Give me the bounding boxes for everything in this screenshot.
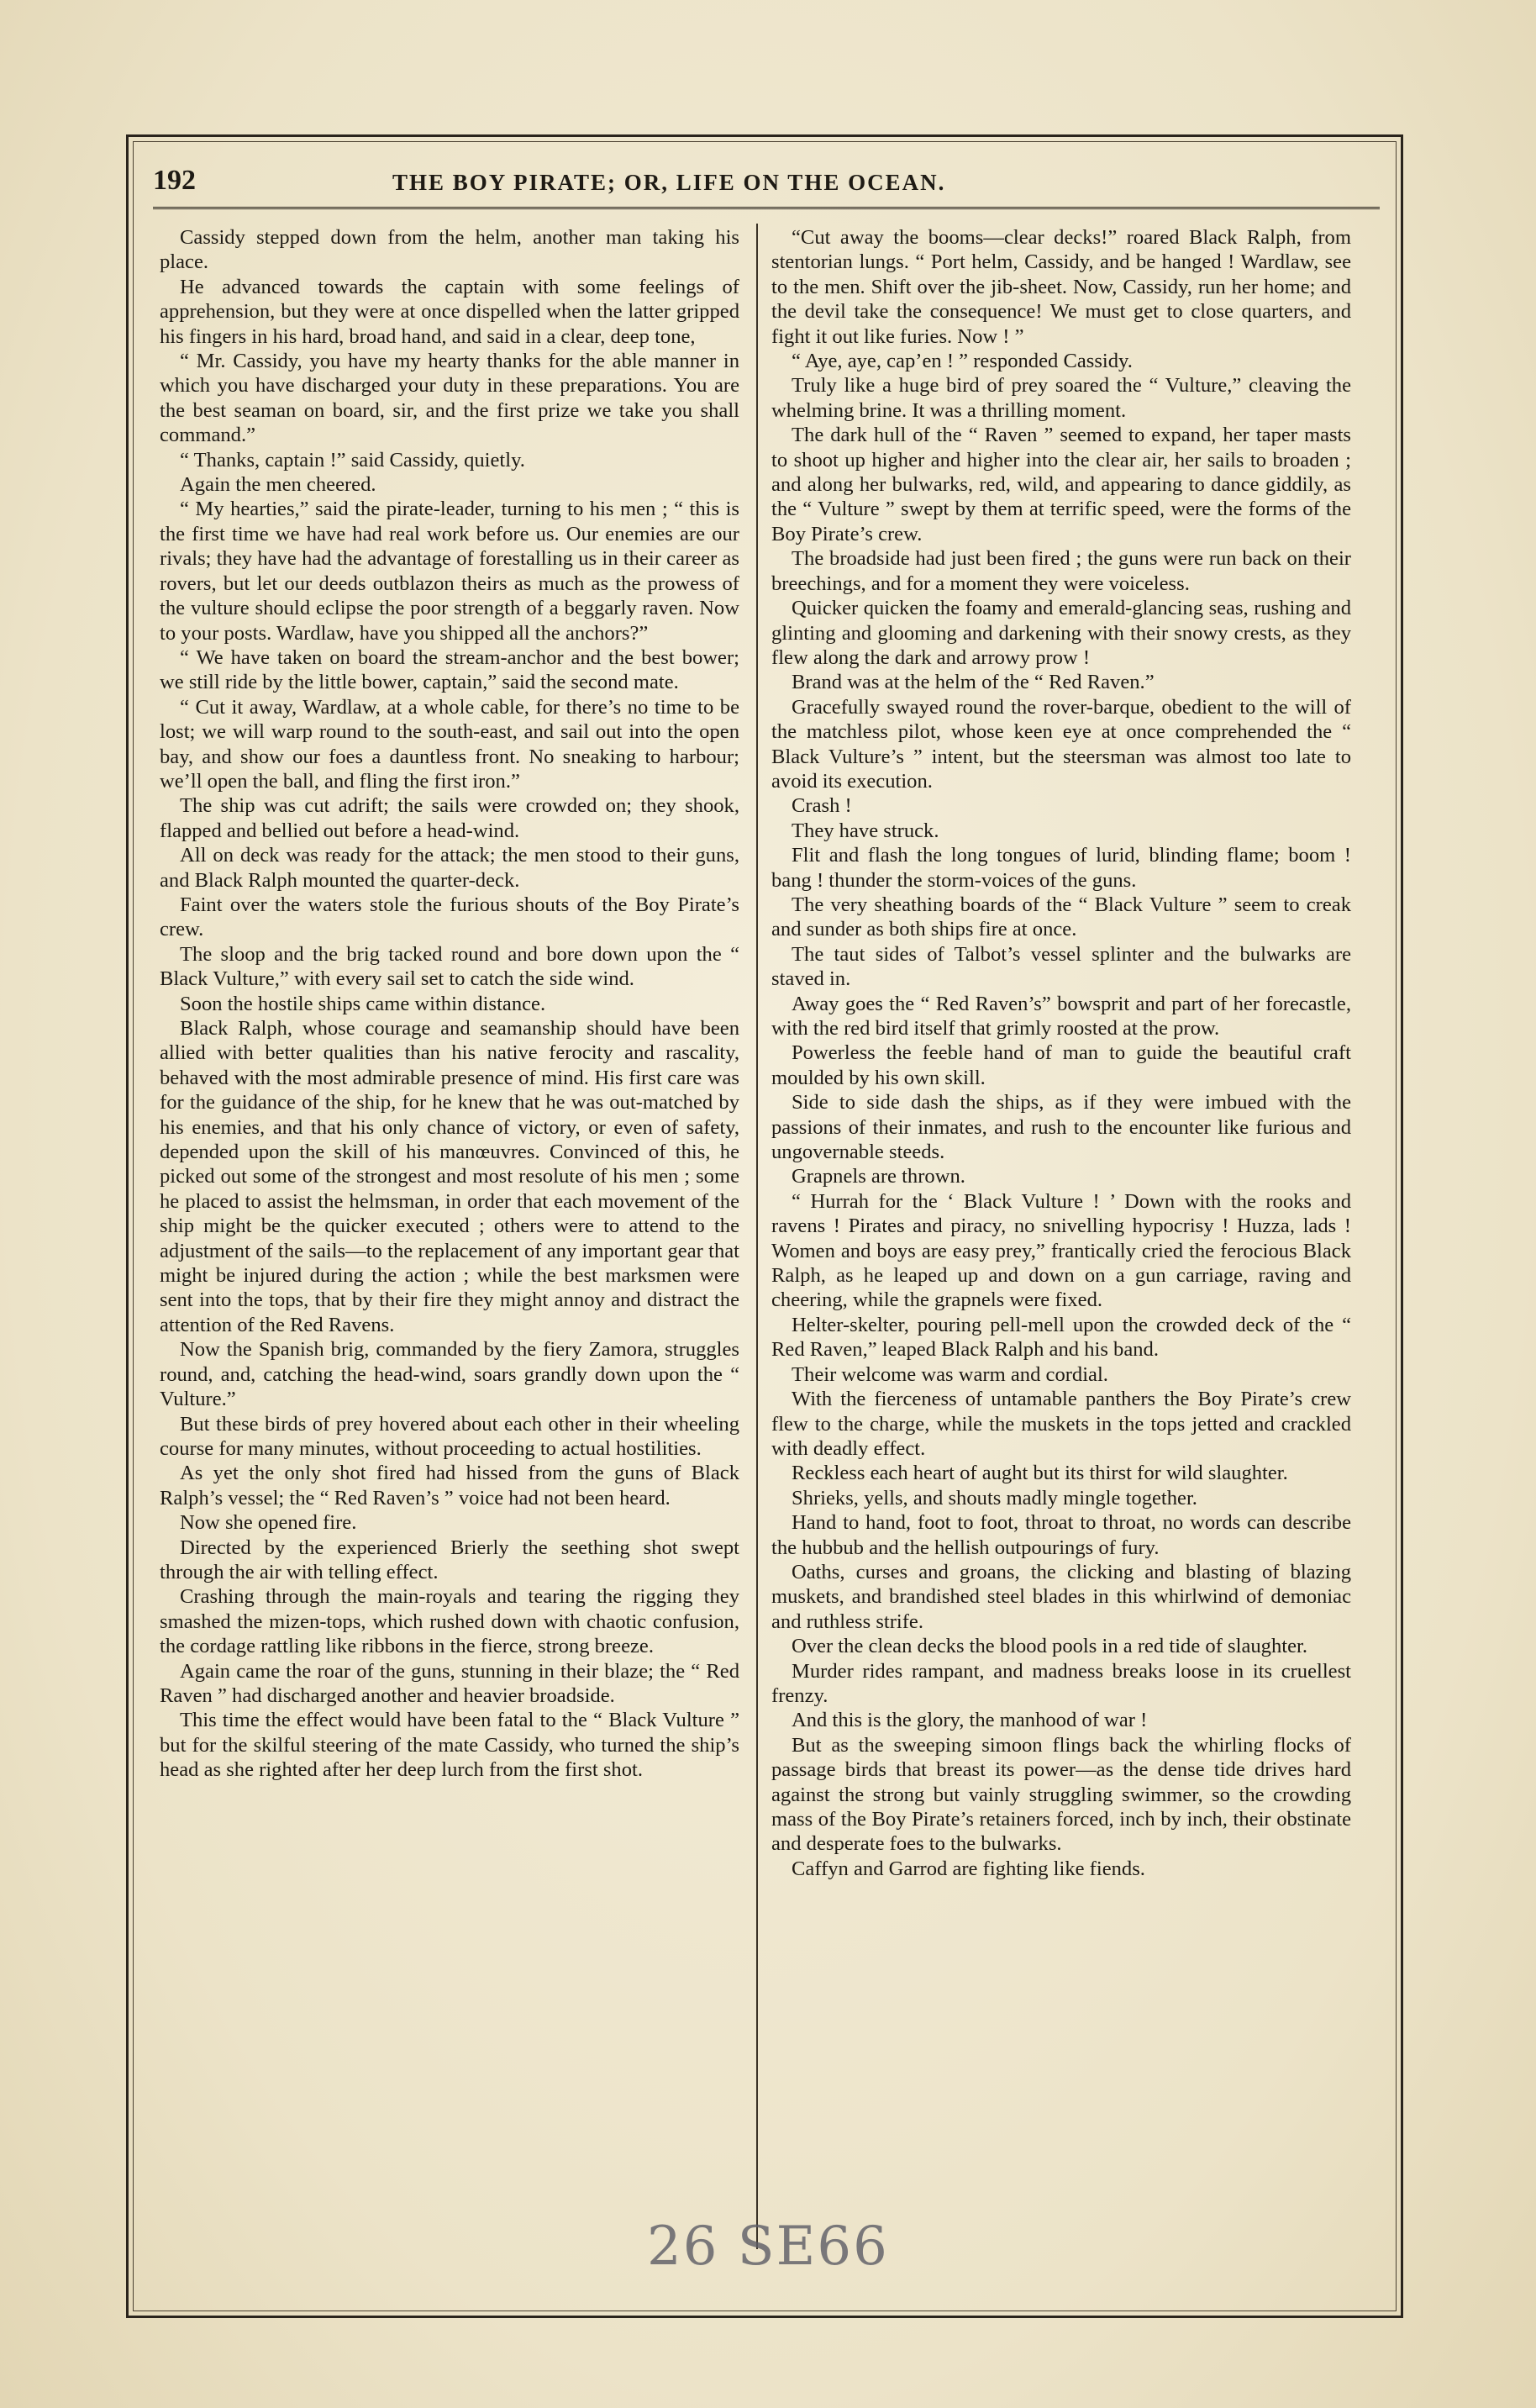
paragraph: Faint over the waters stole the furious shouts of the Boy Pirate’s crew. [160,893,739,941]
paragraph: Soon the hostile ships came within distance. [180,992,546,1015]
paragraph: “Cut away the booms—clear decks!” roared Black Ralph, from stentorian lungs. “ Port helm, Cassidy, and be hanged ! Wardlaw, see to the men. Shift over the jib-sheet. Now, Cassidy, run her home; and the devil take the consequence! We must get to close quarters, and fight it out like furies. Now ! ” [771,226,1351,348]
paragraph: Crash ! [792,794,852,818]
paragraph: Oaths, curses and groans, the clicking and blasting of blazing muskets, and brandished steel blades in this whirlwind of demoniac and ruthless strife. [771,1560,1351,1633]
paragraph: “ We have taken on board the stream-anchor and the best bower; we still ride by the little bower, captain,” said the second mate. [160,645,739,694]
paragraph: They have struck. [792,819,939,842]
paragraph: “ Thanks, captain !” said Cassidy, quietly. [180,448,525,472]
paragraph: But as the sweeping simoon flings back the whirling flocks of passage birds that breast its power—as the dense tide drives hard against the strong but vainly struggling swimmer, so the crowding mass of the Boy Pirate’s retainers forced, inch by inch, their obstinate and desperate foes to the bulwarks. [771,1733,1351,1856]
paragraph: Flit and flash the long tongues of lurid, blinding flame; boom ! bang ! thunder the storm-voices of the guns. [771,844,1351,892]
paragraph: Shrieks, yells, and shouts madly mingle together. [792,1486,1197,1510]
paragraph: The dark hull of the “ Raven ” seemed to expand, her taper masts to shoot up higher and higher into the clear air, her sails to broaden ; and along her bulwarks, red, wild, and appearing to dance giddily, as the “ Vulture ” swept by them at terrific speed, were the forms of the Boy Pirate’s crew. [771,424,1351,545]
page-header [153,165,1380,207]
paragraph: The ship was cut adrift; the sails were crowded on; they shook, flapped and bellied out before a head-wind. [160,794,739,842]
paragraph: Black Ralph, whose courage and seamanship should have been allied with better qualities than his native ferocity and rascality, behaved with the most admirable presence of mind. His first care was for the guidance of the ship, for he knew that he was out-matched by his enemies, and that his only chance of victory, or even of safety, depended upon the skill of his manœuvres. Convinced of this, he picked out some of the strongest and most resolute of his men ; some he placed to assist the helmsman, in order that each movement of the ship might be the quicker executed ; others were to attend to the adjustment of the sails—to the replacement of any important gear that might be injured during the action ; while the best marksmen were sent into the tops, that by their fire they might annoy and distract the attention of the Red Ravens. [160,1017,739,1336]
page-number: 192 [153,165,196,196]
paragraph: Cassidy stepped down from the helm, another man taking his place. [160,226,739,274]
paragraph: This time the effect would have been fatal to the “ Black Vulture ” but for the skilful steering of the mate Cassidy, who turned the ship’s head as she righted after her deep lurch from the first shot. [160,1709,739,1782]
column-divider [756,224,758,2249]
paragraph: Reckless each heart of aught but its thirst for wild slaughter. [792,1462,1288,1485]
paragraph: “ Mr. Cassidy, you have my hearty thanks for the able manner in which you have discharged your duty in these preparations. You are the best seaman on board, sir, and the first prize we take you shall command.” [160,350,739,447]
paragraph: Again the men cheered. [180,473,376,497]
paragraph: Directed by the experienced Brierly the seething shot swept through the air with telling effect. [160,1536,739,1583]
paragraph: Powerless the feeble hand of man to guide the beautiful craft moulded by his own skill. [771,1041,1351,1089]
paragraph: And this is the glory, the manhood of war ! [792,1709,1148,1732]
paragraph: Helter-skelter, pouring pell-mell upon the crowded deck of the “ Red Raven,” leaped Black Ralph and his band. [771,1313,1351,1362]
paragraph: Grapnels are thrown. [792,1165,965,1188]
right-column [771,225,1351,1881]
paragraph: Crashing through the main-royals and tearing the rigging they smashed the mizen-tops, which rushed down with chaotic confusion, the cordage rattling like ribbons in the fierce, strong breeze. [160,1585,739,1658]
paragraph: Away goes the “ Red Raven’s” bowsprit and part of her forecastle, with the red bird itself that grimly roosted at the prow. [771,992,1351,1040]
paragraph: As yet the only shot fired had hissed from the guns of Black Ralph’s vessel; the “ Red Raven’s ” voice had not been heard. [160,1462,739,1510]
paragraph: The broadside had just been fired ; the guns were run back on their breechings, and for a moment they were voiceless. [771,547,1351,595]
paragraph: With the fierceness of untamable panthers the Boy Pirate’s crew flew to the charge, while the muskets in the tops jetted and crackled with deadly effect. [771,1388,1351,1460]
paragraph: He advanced towards the captain with some feelings of apprehension, but they were at once dispelled when the latter gripped his fingers in his hard, broad hand, and said in a clear, deep tone, [160,275,739,348]
paragraph: Murder rides rampant, and madness breaks loose in its cruellest frenzy. [771,1659,1351,1707]
paragraph: Again came the roar of the guns, stunning in their blaze; the “ Red Raven ” had discharged another and heavier broadside. [160,1659,739,1707]
paragraph: Now the Spanish brig, commanded by the fiery Zamora, struggles round, and, catching the head-wind, soars grandly down upon the “ Vulture.” [160,1338,739,1411]
left-column [160,225,739,1783]
header-rule [153,207,1380,209]
paragraph: Quicker quicken the foamy and emerald-glancing seas, rushing and glinting and glooming and darkening with their snowy crests, as they flew along the dark and arrowy prow ! [771,597,1351,669]
paragraph: Their welcome was warm and cordial. [792,1362,1108,1386]
paragraph: “ My hearties,” said the pirate-leader, turning to his men ; “ this is the first time we have had real work before us. Our enemies are our rivals; they have had the advantage of forestalling us in their career as rovers, but let our deeds outblazon theirs as much as the prowess of the vulture should eclipse the poor strength of a beggarly raven. Now to your posts. Wardlaw, have you shipped all the anchors?” [160,498,739,645]
paragraph: The taut sides of Talbot’s vessel splinter and the bulwarks are staved in. [771,942,1351,991]
paragraph: Over the clean decks the blood pools in a red tide of slaughter. [792,1635,1307,1658]
paragraph: All on deck was ready for the attack; the men stood to their guns, and Black Ralph mounted the quarter-deck. [160,844,739,892]
paragraph: Now she opened fire. [180,1511,357,1535]
paragraph: Hand to hand, foot to foot, throat to throat, no words can describe the hubbub and the hellish outpourings of fury. [771,1511,1351,1559]
running-title: THE BOY PIRATE; OR, LIFE ON THE OCEAN. [392,170,946,195]
paragraph: The very sheathing boards of the “ Black Vulture ” seem to creak and sunder as both ships fire at once. [771,893,1351,941]
paragraph: “ Aye, aye, cap’en ! ” responded Cassidy. [792,350,1133,373]
paragraph: Caffyn and Garrod are fighting like fiends. [792,1857,1145,1880]
paragraph: Truly like a huge bird of prey soared the “ Vulture,” cleaving the whelming brine. It was a thrilling moment. [771,374,1351,422]
paragraph: But these birds of prey hovered about each other in their wheeling course for many minutes, without proceeding to actual hostilities. [160,1412,739,1460]
library-stamp: 26 SE66 [647,2216,889,2278]
paragraph: Gracefully swayed round the rover-barque, obedient to the will of the matchless pilot, whose keen eye at once comprehended the “ Black Vulture’s ” intent, but the steersman was almost too late to avoid its execution. [771,695,1351,793]
paragraph: “ Hurrah for the ‘ Black Vulture ! ’ Down with the rooks and ravens ! Pirates and piracy, no snivelling hypocrisy ! Huzza, lads ! Women and boys are easy prey,” frantically cried the ferocious Black Ralph, as he leaped up and down on a gun carriage, raving and cheering, while the grapnels were fixed. [771,1189,1351,1312]
paragraph: Side to side dash the ships, as if they were imbued with the passions of their inmates, and rush to the encounter like furious and ungovernable steeds. [771,1091,1351,1164]
paragraph: “ Cut it away, Wardlaw, at a whole cable, for there’s no time to be lost; we will warp round to the south-east, and sail out into the open bay, and show our foes a dauntless front. No sneaking to harbour; we’ll open the ball, and fling the first iron.” [160,695,739,793]
paragraph: Brand was at the helm of the “ Red Raven.” [792,671,1155,694]
paragraph: The sloop and the brig tacked round and bore down upon the “ Black Vulture,” with every sail set to catch the side wind. [160,942,739,991]
